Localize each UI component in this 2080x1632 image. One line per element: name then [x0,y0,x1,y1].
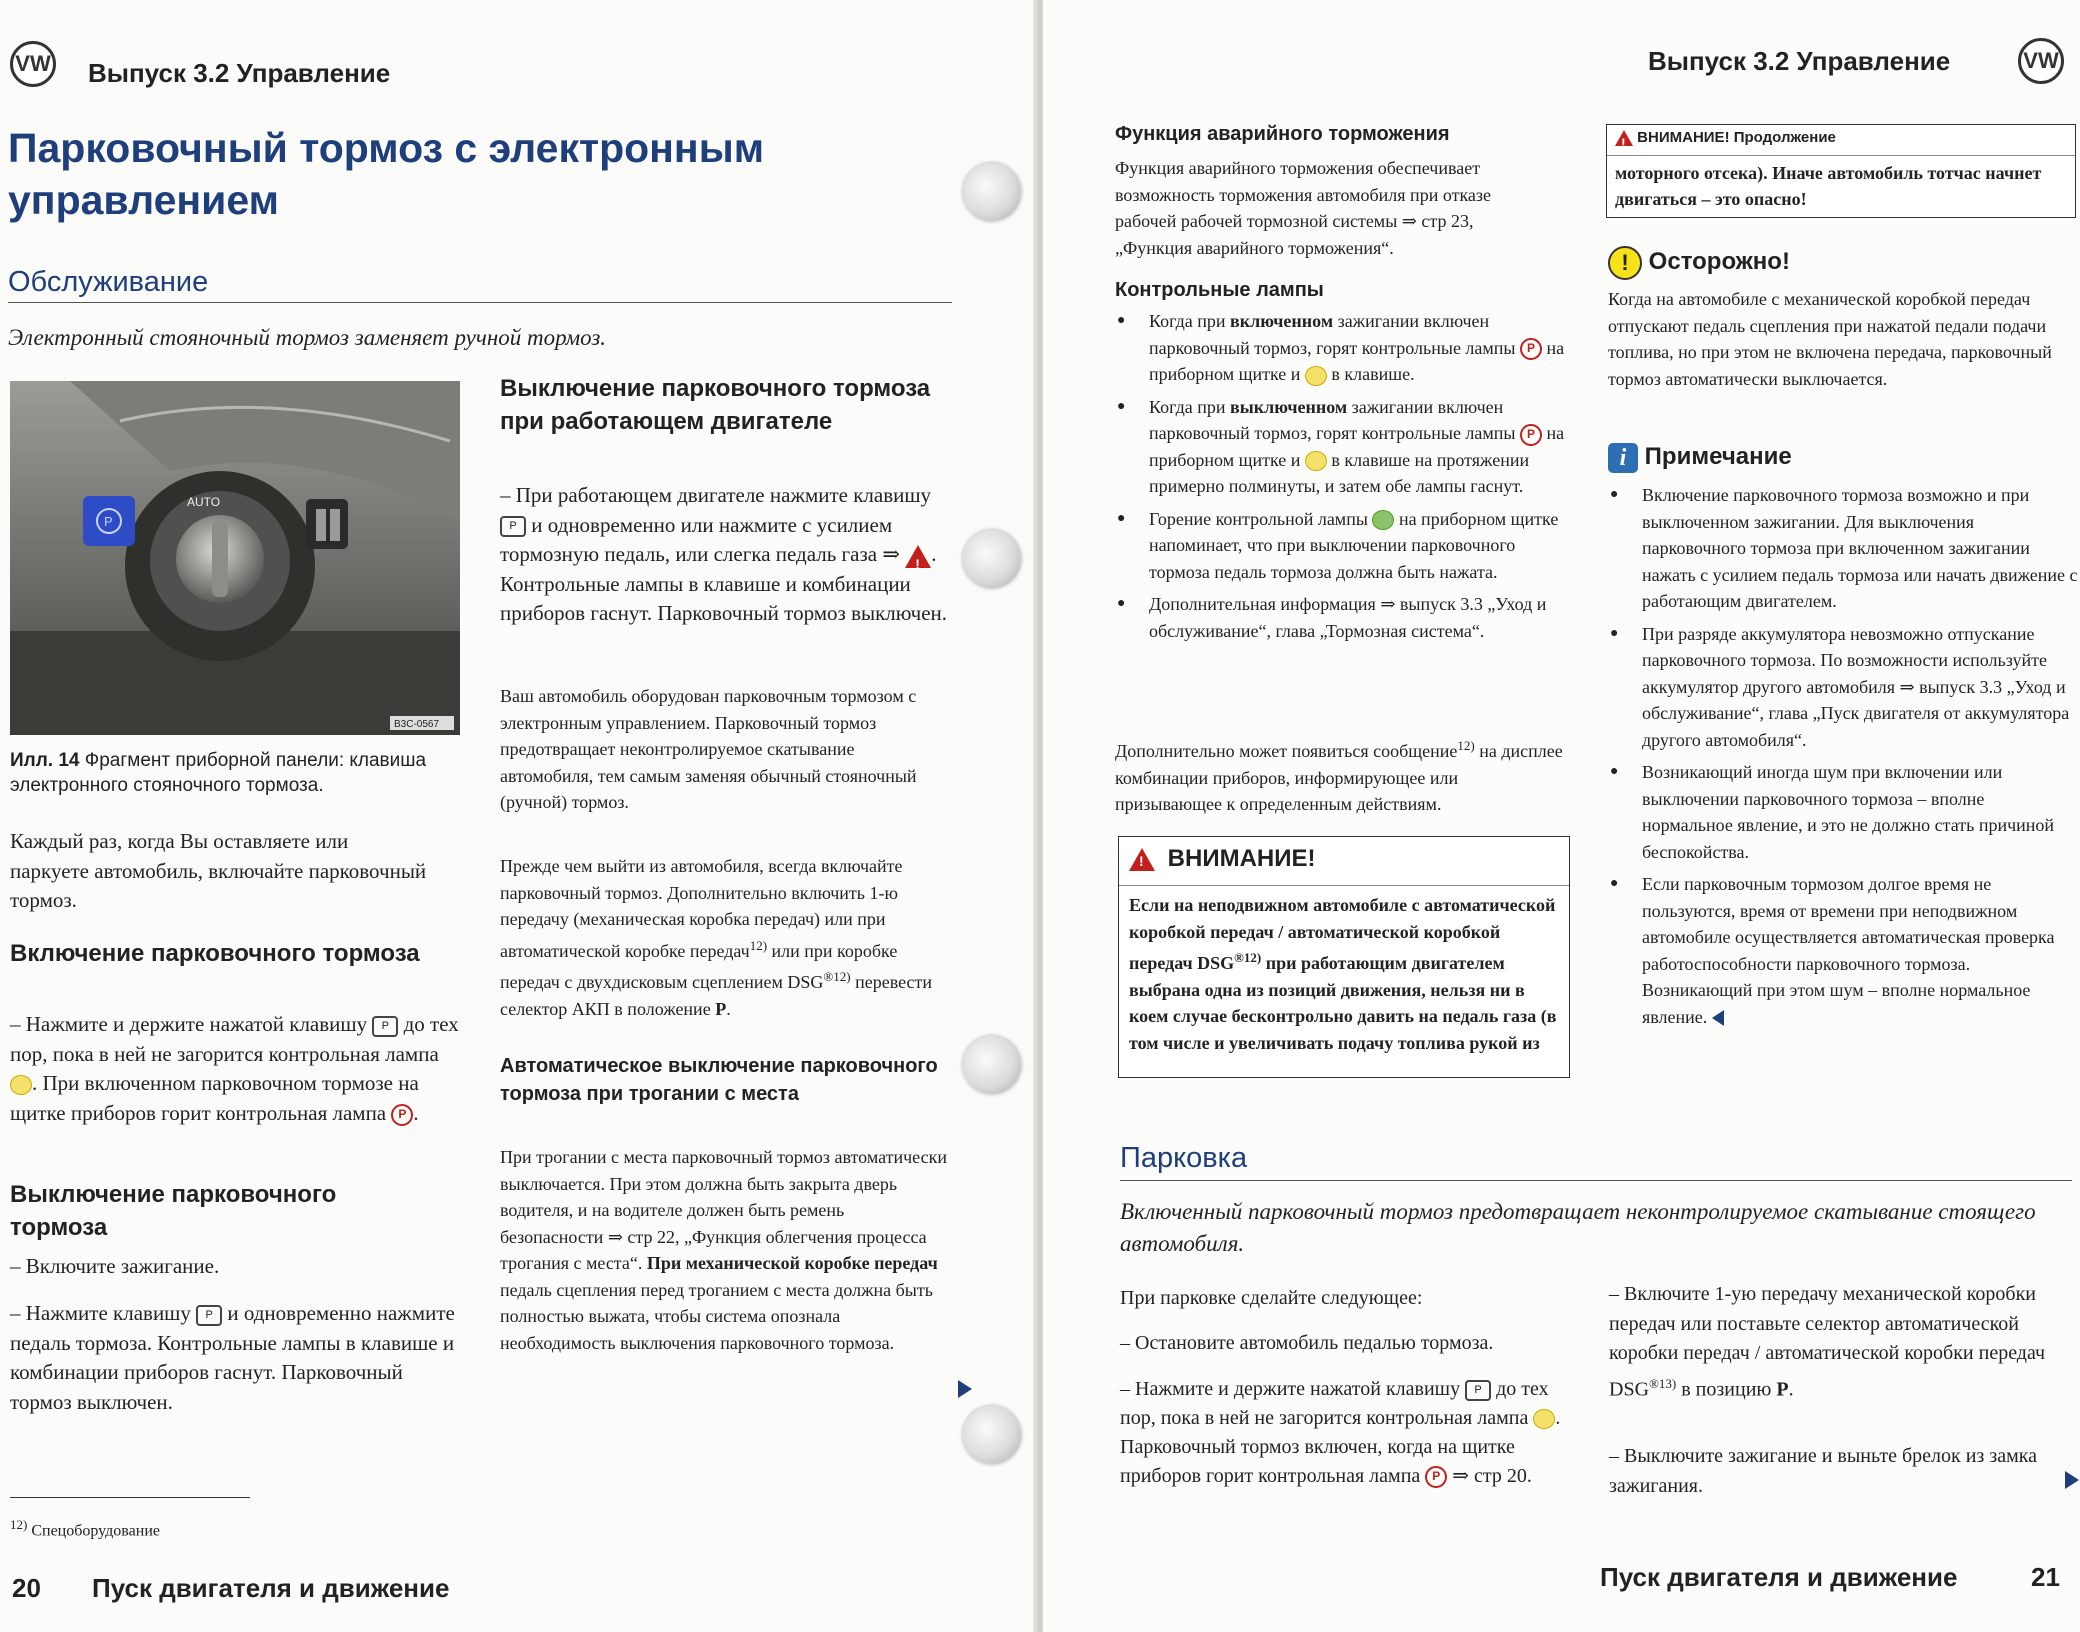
park-step-2-text-b: до тех пор, пока в ней не загорится контрольная лампа [1120,1378,1549,1429]
section-title: Обслуживание [8,266,209,298]
red-brake-lamp-icon: P [1425,1466,1447,1488]
on-step-text-1: – Нажмите и держите нажатой клавишу [10,1012,368,1036]
park-step-2 [1120,1375,1580,1491]
right-page [1043,0,2080,1632]
lamps-bullet [1115,308,1565,388]
auto-text-1: При трогании с места парковочный тормоз автоматически выключается. При этом должна быть закрыта дверь водителя, и на водителе должен быть ремень безопасности ⇒ стр 22, „Функция облегчения процесса трогания с места“. [500,1147,947,1273]
off-step-a: – Включите зажигание. [10,1254,220,1278]
lamps-bullet [1115,506,1565,586]
park-step-2-text-d: ⇒ стр 20. [1447,1465,1532,1487]
park-step-3-text-a: – Включите 1-ую передачу механической коробки передач или поставьте селектор автоматической коробки передач / автоматической коробки передач DSG [1609,1283,2046,1401]
off-run-steps [500,481,952,629]
parking-button-icon: P [196,1305,222,1326]
figure-caption-text: Фрагмент приборной панели: клавиша электронного стояночного тормоза. [10,750,427,796]
yellow-lamp-icon [1305,451,1327,471]
superscript-r12: ®12) [823,969,851,984]
warning-box [1118,836,1570,1078]
green-pedal-lamp-icon [1372,510,1394,530]
vw-logo: VW [2018,38,2064,84]
bullet-1-text-d: на приборном щитке и [1149,337,1565,384]
caution-header [1608,245,1790,280]
auto-text-2: педаль сцепления перед троганием с места должна быть полностью выжата, чтобы система опознала необходимость выключения парковочного тормоза. [500,1279,933,1353]
off-run-text-3: . Контрольные лампы в клавише и комбинации приборов гаснут. Парковочный тормоз выключен. [500,542,948,625]
bullet-3-text-b: на приборном щитке напоминает, что при выключении парковочного тормоза педаль тормоза должна быть нажата. [1149,508,1559,582]
leave-car-text-1: Прежде чем выйти из автомобиля, всегда включайте парковочный тормоз. Дополнительно включить 1-ю передачу (механическая коробка передач) или при автоматической коробке передач [500,856,903,961]
off-step-b-text-2: и одновременно нажмите педаль тормоза. Контрольные лампы в клавише и комбинации приборов гаснут. Парковочный тормоз выключен. [10,1301,455,1414]
on-steps: – Нажмите и держите нажатой клавишу P до тех пор, пока в ней не загорится контрольная лампа . При включенном парковочном тормозе на щитке приборов горит контрольная лампа P . [10,1012,459,1125]
warning-triangle-icon [1615,130,1633,146]
page-number: 20 [12,1573,41,1603]
note-list [1608,482,2078,1036]
note-bullet: ● Возникающий иногда шум при включении или выключении парковочного тормоза – вполне нормальное явление, и это не должно стать причиной беспокойства. [1608,759,2078,865]
bullet-1-text-a: Когда при [1149,311,1231,331]
running-header: Выпуск 3.2 Управление [88,58,391,88]
off-step-b-text-1: – Нажмите клавишу [10,1301,191,1325]
page-number: 21 [2031,1562,2060,1592]
dashboard-figure [10,381,460,735]
note-bullet: ● При разряде аккумулятора невозможно отпускание парковочного тормоза. По возможности используйте аккумулятор другого автомобиля ⇒ выпуск 3.3 „Уход и обслуживание“, глава „Пуск двигателя от аккумулятора другого автомобиля“. [1608,621,2078,754]
off-run-heading: Выключение парковочного тормоза при работающем двигателе [500,375,931,435]
message-text-1: Дополнительно может появиться сообщение [1115,741,1458,761]
park-step-3-text-b: в позицию [1676,1378,1777,1401]
on-heading: Включение парковочного тормоза [10,940,420,967]
bullet-2-text-d: на приборном щитке и [1149,423,1565,470]
footnote [10,1512,160,1545]
lamps-bullet [1115,394,1565,500]
red-brake-lamp-icon: P [1520,338,1542,360]
running-header: Выпуск 3.2 Управление [1648,46,1951,76]
bullet-1-bold: включенном [1230,311,1334,331]
message-text-2: на дисплее комбинации приборов, информирующее или призывающее к определенным действиям. [1115,741,1563,814]
park-step-2-text-a: – Нажмите и держите нажатой клавишу [1120,1378,1461,1400]
binder-hole [963,163,1021,221]
park-step-3-superscript: ®13) [1649,1375,1677,1391]
parking-button-icon: P [500,516,526,537]
note-bullet: ● Включение парковочного тормоза возможно и при выключенном зажигании. Для выключения парковочного тормоза при включенном зажигании нажать с усилием педаль тормоза или начать движение с работающим двигателем. [1608,482,2078,615]
parking-rule [1120,1180,2072,1181]
footnote-rule [10,1497,250,1498]
off-step-b [10,1299,465,1417]
parking-heading: Парковка [1120,1142,1248,1174]
superscript-12: 12) [749,937,768,953]
footer-title: Пуск двигателя и движение [92,1573,450,1603]
warning-triangle-icon [905,545,931,568]
note-header [1608,440,1792,473]
caution-icon: ! [1608,246,1642,280]
on-step-text-3: . При включенном парковочном тормозе на щитке приборов горит контрольная лампа [10,1071,419,1125]
footnote-mark: 12) [10,1517,28,1532]
superscript-12: 12) [1457,738,1475,753]
figure-code: B3C-0567 [394,719,440,730]
warning-superscript: ®12) [1234,950,1262,965]
warning-text-1: Если на неподвижном автомобиле с автоматической коробкой передач / автоматической коробкой передач DSG [1129,895,1556,973]
leave-car-text-2: или при коробке передач с двухдисковым сцеплением DSG [500,940,898,992]
binder-hole [963,1036,1021,1094]
caution-text: Когда на автомобиле с механической коробкой передач отпускают педаль сцепления при нажатой педали подачи топлива, но при этом не включена передача, парковочный тормоз автоматически выключается. [1608,289,2052,389]
note-title: Примечание [1644,443,1792,470]
equip-paragraph: Ваш автомобиль оборудован парковочным тормозом с электронным управлением. Парковочный тормоз предотвращает неконтролируемое скатывание автомобиля, тем самым заменяя обычный стояночный (ручной) тормоз. [500,686,917,812]
bullet-1-text-e: в клавише. [1326,364,1415,384]
red-brake-lamp-icon: P [1520,424,1542,446]
svg-text:P: P [104,514,113,529]
leave-paragraph: Каждый раз, когда Вы оставляете или паркуете автомобиль, включайте парковочный тормоз. [10,829,427,912]
end-arrow-icon [1712,1010,1724,1026]
red-brake-lamp-icon: P [391,1104,413,1126]
parking-lead: При парковке сделайте следующее: [1120,1287,1423,1309]
auto-paragraph [500,1144,952,1356]
bullet-2-text-e: в клавише на протяжении примерно полминуты, и затем обе лампы гаснут. [1149,449,1530,496]
auto-heading: Автоматическое выключение парковочного тормоза при трогании с места [500,1055,938,1105]
auto-bold-text: При механической коробке передач [646,1253,938,1273]
warning-continued-header [1607,125,2075,156]
warning-continued-title: ВНИМАНИЕ! Продолжение [1637,129,1836,146]
parking-button-icon: P [1465,1380,1491,1401]
bullet-1-text-c: зажигании включен парковочный тормоз, горят контрольные лампы [1149,311,1516,358]
parking-intro: Включенный парковочный тормоз предотвращает неконтролируемое скатывание стоящего автомобиля. [1120,1199,2036,1256]
intro-text: Электронный стояночный тормоз заменяет ручной тормоз. [8,325,607,350]
leave-car-text-3: перевести селектор АКП в положение [500,972,933,1019]
info-icon: i [1608,443,1638,473]
leave-car-paragraph: Прежде чем выйти из автомобиля, всегда включайте парковочный тормоз. Дополнительно включить 1-ю передачу (механическая коробка передач) или при автоматической коробке передач$^{12)}$ или при коробке передач с двухдисковым сцеплением $DSG^{®12)}$ перевести селектор АКП в положение P. [500,856,933,1019]
park-step-4: – Выключите зажигание и выньте брелок из замка зажигания. [1609,1445,2038,1497]
position-p: P [1776,1378,1789,1401]
yellow-lamp-icon [10,1075,32,1095]
park-step-1: – Остановите автомобиль педалью тормоза. [1120,1332,1494,1354]
lamps-list [1115,308,1565,650]
page-title: Парковочный тормоз с электронным управлением [8,125,765,223]
note-bullet [1608,871,2078,1030]
section-rule [8,302,952,303]
binder-hole [963,530,1021,588]
park-step-2-text-c: . Парковочный тормоз включен, когда на щитке приборов горит контрольная лампа [1120,1407,1561,1487]
figure-caption [10,748,460,798]
on-step-text-2: до тех пор, пока в ней не загорится контрольная лампа [10,1012,459,1066]
emergency-paragraph: Функция аварийного торможения обеспечивает возможность торможения автомобиля при отказе рабочей рабочей тормозной системы ⇒ стр 23, „Функция аварийного торможения“. [1115,158,1492,258]
lamps-bullet: ● Дополнительная информация ⇒ выпуск 3.3 „Уход и обслуживание“, глава „Тормозная система“. [1115,591,1565,644]
emergency-heading: Функция аварийного торможения [1115,123,1450,145]
figure-caption-label: Илл. 14 [10,750,80,771]
yellow-lamp-icon [1305,366,1327,386]
warning-continued-box [1606,124,2076,218]
caution-title: Осторожно! [1648,248,1790,275]
footer-title: Пуск двигателя и движение [1600,1562,1958,1592]
warning-continued-text: моторного отсека). Иначе автомобиль тотчас начнет двигаться – это опасно! [1615,163,2042,209]
warning-text-2: при работающим двигателем выбрана одна из позиций движения, нельзя ни в коем случае бесконтрольно давить на педаль газа (в том числе и увеличивать подачу топлива рукой из [1129,953,1557,1053]
note-4-text: Если парковочным тормозом долгое время не пользуются, время от времени при неподвижном автомобиле осуществляется автоматическая проверка работоспособности парковочного тормоза. Возникающий при этом шум – вполне нормальное явление. [1642,874,2055,1027]
bullet-3-text-a: Горение контрольной лампы [1149,508,1368,529]
position-p: P [715,998,727,1019]
off-run-text-2: и одновременно или нажмите с усилием тормозную педаль, или слегка педаль газа ⇒ [500,512,900,566]
warning-text [1119,886,1569,1056]
bullet-2-bold: выключенном [1230,396,1348,417]
left-page [0,0,1037,1632]
vw-logo: VW [10,41,56,87]
warning-triangle-icon [1129,848,1155,871]
dashboard-illustration [10,381,460,735]
warning-title: ВНИМАНИЕ! [1167,845,1316,872]
binder-hole [963,1406,1021,1464]
continue-arrow-icon [958,1380,972,1398]
park-step-3: – Включите 1-ую передачу механической коробки передач или поставьте селектор автоматической коробки передач / автоматической коробки передач $DSG^{®13)}$ в позицию P. [1609,1283,2046,1401]
svg-text:AUTO: AUTO [187,495,221,509]
yellow-lamp-icon [1533,1409,1555,1429]
continue-arrow-icon [2065,1471,2079,1489]
footnote-text: Спецоборудование [31,1522,160,1540]
message-paragraph [1115,733,1565,818]
off-run-text-1: – При работающем двигателе нажмите клавишу [500,483,932,507]
lamps-heading: Контрольные лампы [1115,279,1324,301]
off-heading: Выключение парковочного тормоза [10,1181,337,1241]
bullet-2-text-a: Когда при [1149,396,1231,417]
warning-header [1119,837,1569,886]
bullet-2-text-c: зажигании включен парковочный тормоз, горят контрольные лампы [1149,396,1516,443]
parking-button-icon: P [372,1016,398,1037]
